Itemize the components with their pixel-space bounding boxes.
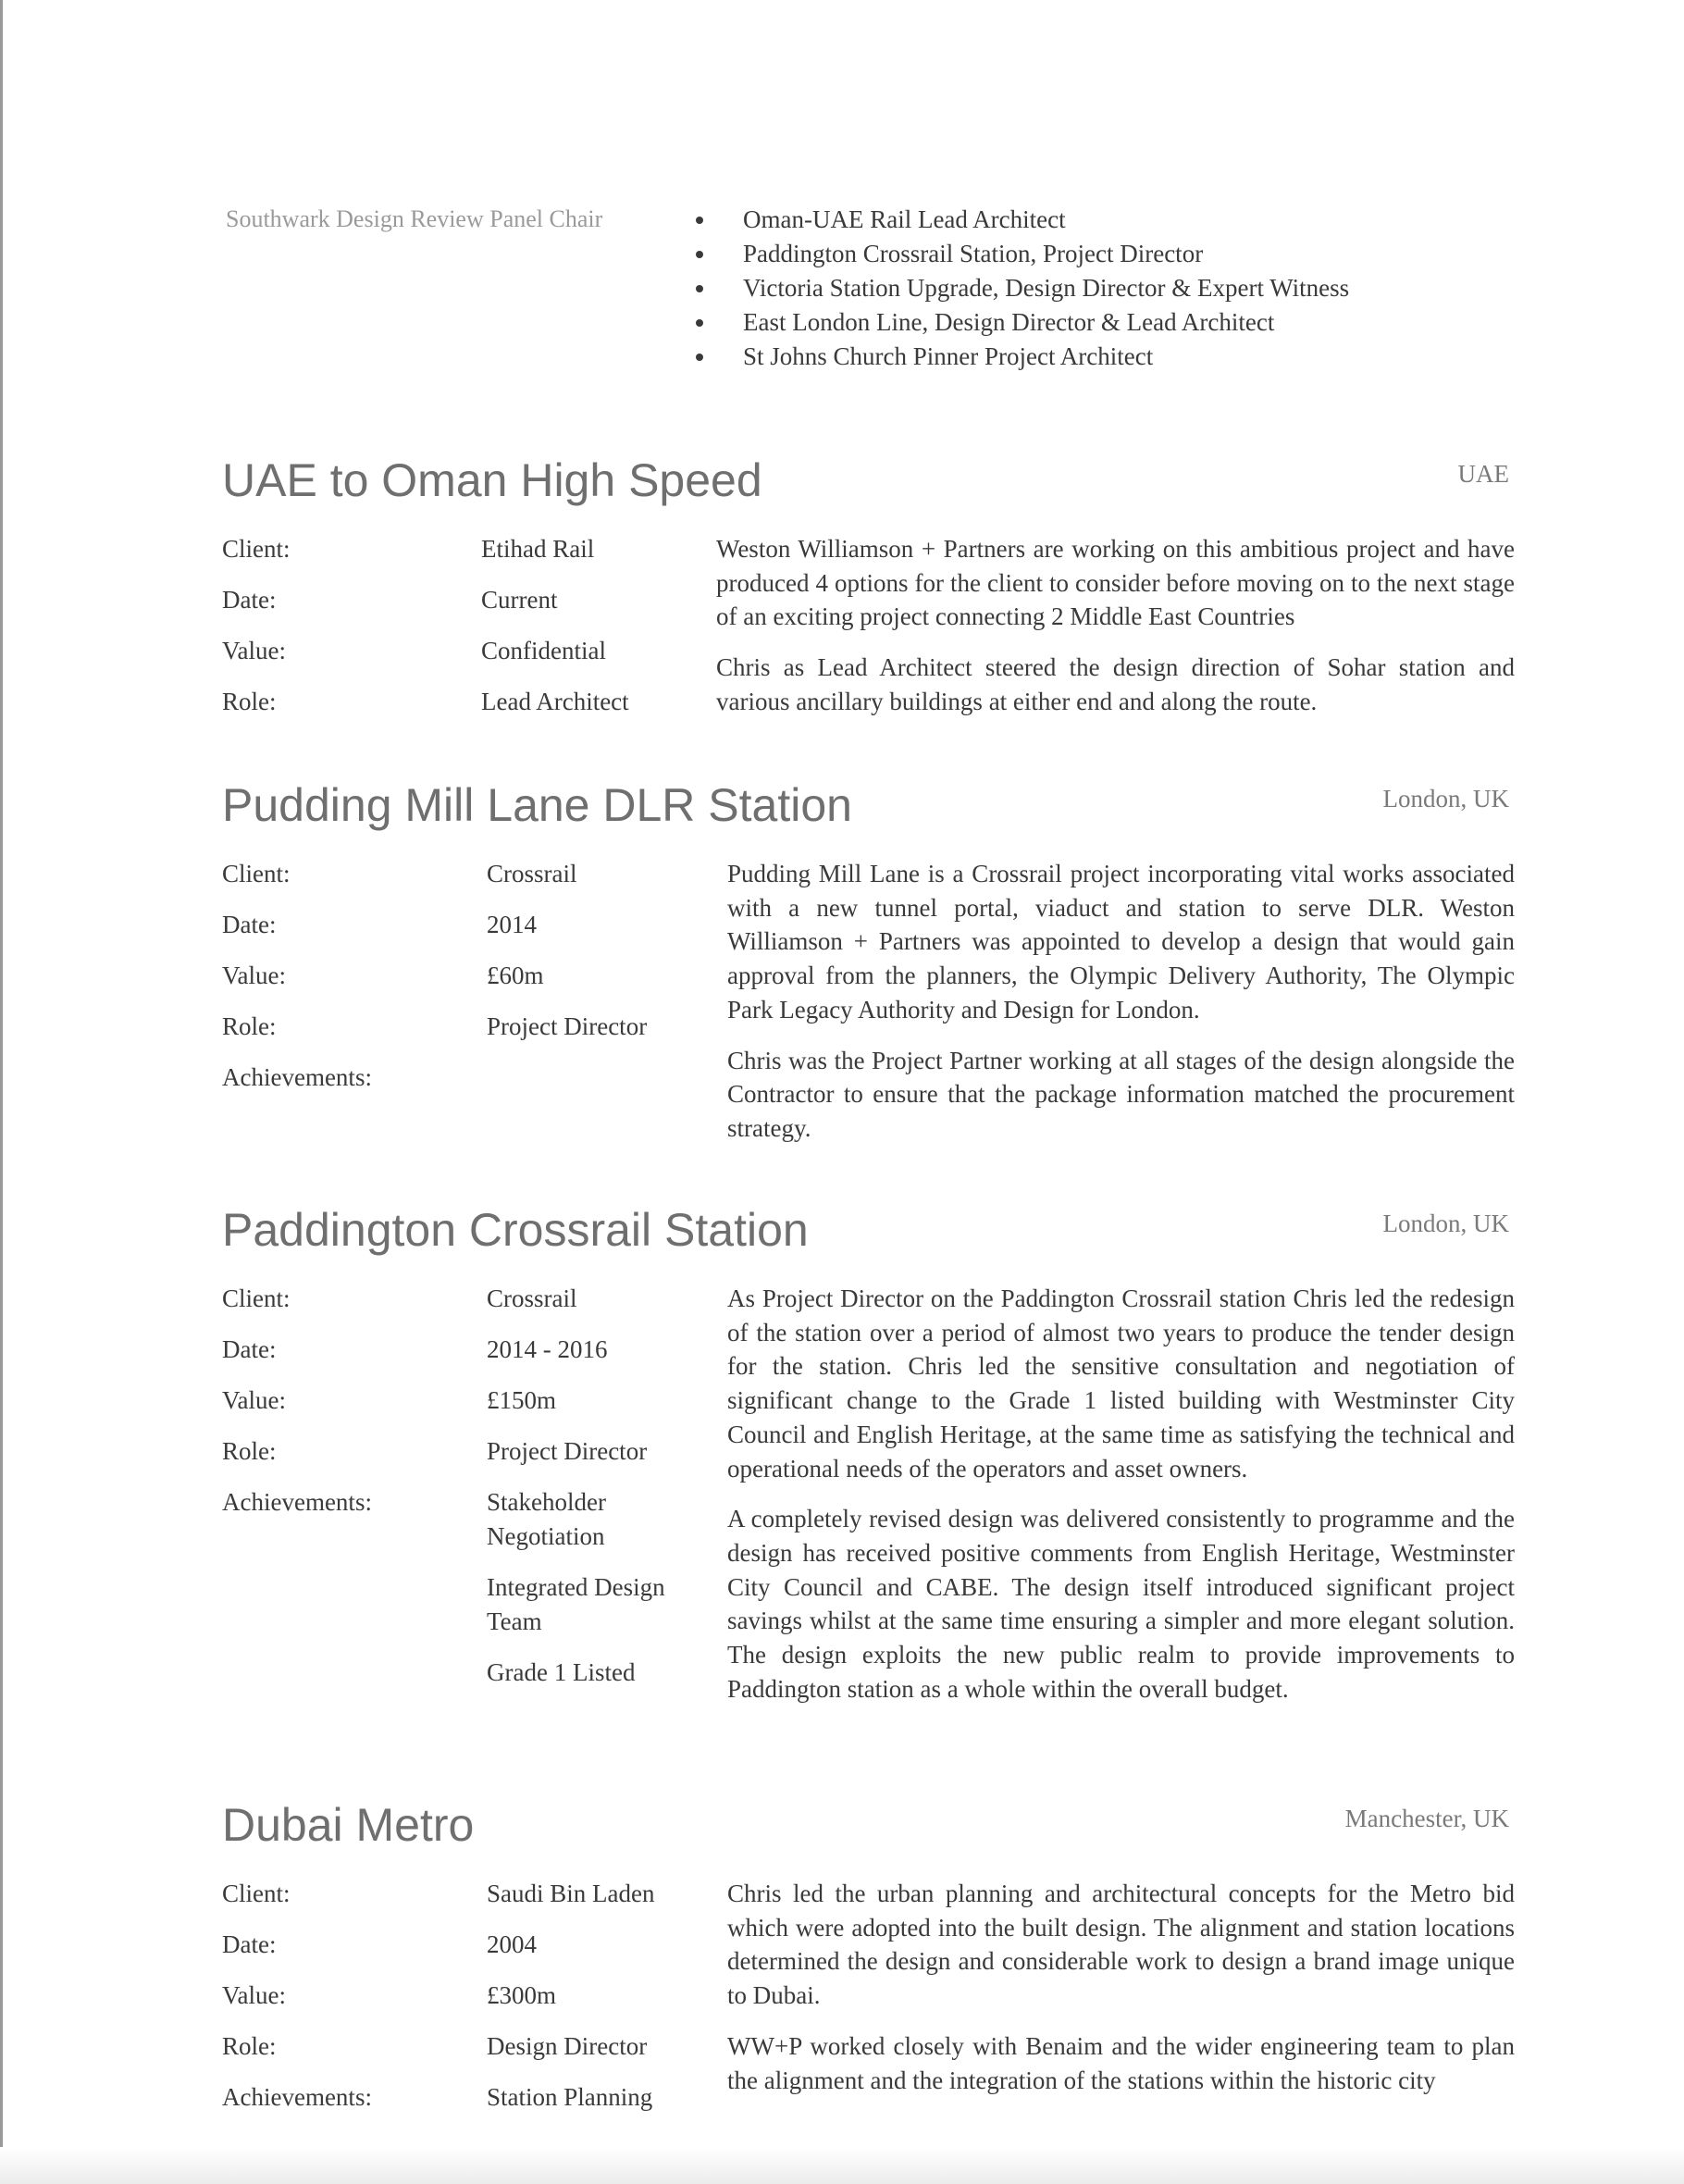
highlight-item	[743, 305, 1349, 340]
highlight-text: Victoria Station Upgrade, Design Director & Expert Witness	[743, 274, 1350, 302]
value-row	[222, 634, 629, 668]
achievement-item: Grade 1 Listed	[487, 1658, 636, 1686]
description-paragraph: Weston Williamson + Partners are working on this ambitious project and have produced 4 options for the client to consider before moving on to the next stage of an exciting project connecting 2 Middle East Countries	[716, 535, 1515, 631]
achievement-item: Station Planning	[487, 2083, 653, 2111]
client-value: Crossrail	[487, 860, 577, 887]
description-paragraph: As Project Director on the Paddington Crossrail station Chris led the redesign of the station over a period of almost two years to produce the tender design for the station. Chris led the sensitive consultation and negotiation of significant change to the Grade 1 listed building with Westminster City Council and English Heritage, at the same time as satisfying the technical and operational needs of the operators and asset owners.	[727, 1284, 1515, 1483]
achievements-label: Achievements:	[222, 1488, 372, 1516]
date-value: 2014 - 2016	[487, 1335, 608, 1363]
bullet-icon	[696, 285, 703, 292]
achievements-value	[487, 1485, 700, 1690]
date-label: Date:	[222, 1930, 277, 1958]
project-location: London, UK	[1382, 785, 1509, 813]
highlight-text: St Johns Church Pinner Project Architect	[743, 342, 1154, 370]
date-label: Date:	[222, 1335, 277, 1363]
date-label: Date:	[222, 911, 277, 938]
client-value: Saudi Bin Laden	[487, 1880, 655, 1907]
client-row	[222, 857, 647, 891]
description-paragraph: Chris was the Project Partner working at all stages of the design alongside the Contractor to ensure that the package information matched the procurement strategy.	[727, 1046, 1515, 1142]
role-label: Role:	[222, 1437, 277, 1465]
highlight-text: Oman-UAE Rail Lead Architect	[743, 205, 1066, 233]
client-label: Client:	[222, 860, 291, 887]
project-meta	[222, 1877, 654, 2131]
client-value: Crossrail	[487, 1284, 577, 1312]
project-title: UAE to Oman High Speed	[222, 454, 762, 506]
role-value: Design Director	[487, 2032, 648, 2060]
project-meta	[222, 857, 647, 1111]
page-bottom-shadow	[0, 2147, 1684, 2184]
project-meta	[222, 1282, 700, 1706]
achievements-label: Achievements:	[222, 1063, 372, 1091]
bullet-icon	[696, 251, 703, 258]
project-title: Paddington Crossrail Station	[222, 1204, 809, 1256]
description-paragraph: Pudding Mill Lane is a Crossrail project incorporating vital works associated with a new tunnel portal, viaduct and station to serve DLR. Weston Williamson + Partners was appointed to develop a design that would gain approval from the planners, the Olympic Delivery Authority, The Olympic Park Legacy Authority and Design for London.	[727, 860, 1515, 1024]
project-title: Dubai Metro	[222, 1799, 475, 1851]
highlight-item	[743, 237, 1349, 271]
achievement-item: Stakeholder Negotiation	[487, 1488, 606, 1550]
page-left-edge	[0, 0, 3, 2184]
achievements-row	[222, 2080, 654, 2115]
value-row	[222, 1979, 654, 2013]
role-value: Lead Architect	[481, 688, 629, 715]
value-row	[222, 959, 647, 993]
client-row	[222, 532, 629, 566]
project-description	[727, 1282, 1515, 1722]
role-value: Project Director	[487, 1437, 648, 1465]
role-row	[222, 685, 629, 719]
bullet-icon	[696, 354, 703, 361]
date-value: 2004	[487, 1930, 537, 1958]
achievement-item: Integrated Design Team	[487, 1573, 665, 1635]
value-row	[222, 1384, 700, 1418]
value-label: Value:	[222, 962, 286, 989]
achievements-label: Achievements:	[222, 2083, 372, 2111]
bullet-icon	[696, 319, 703, 327]
highlight-item	[743, 203, 1349, 237]
role-row	[222, 1010, 647, 1044]
date-label: Date:	[222, 586, 277, 614]
client-row	[222, 1877, 654, 1911]
bullet-icon	[696, 217, 703, 224]
description-paragraph: Chris led the urban planning and architectural concepts for the Metro bid which were adopted into the built design. The alignment and station locations determined the design and considerable work to design a brand image unique to Dubai.	[727, 1880, 1515, 2010]
date-row	[222, 1333, 700, 1367]
date-row	[222, 583, 629, 617]
value-label: Value:	[222, 1386, 286, 1414]
highlight-text: Paddington Crossrail Station, Project Director	[743, 240, 1204, 267]
highlights-list	[743, 203, 1349, 374]
panel-chair-label: Southwark Design Review Panel Chair	[226, 205, 603, 232]
role-row	[222, 2029, 654, 2064]
value-value: Confidential	[481, 637, 606, 664]
date-value: 2014	[487, 911, 537, 938]
value-value: £60m	[487, 962, 544, 989]
achievements-value	[487, 2080, 652, 2115]
client-label: Client:	[222, 1880, 291, 1907]
client-value: Etihad Rail	[481, 535, 595, 563]
description-paragraph: A completely revised design was delivered consistently to programme and the design has received positive comments from English Heritage, Westminster City Council and CABE. The design itself introduced significant project savings whilst at the same time ensuring a simpler and more elegant solution. The design exploits the new public realm to provide improvements to Paddington station as a whole within the overall budget.	[727, 1505, 1515, 1703]
role-label: Role:	[222, 2032, 277, 2060]
client-label: Client:	[222, 535, 291, 563]
project-meta	[222, 532, 629, 736]
client-row	[222, 1282, 700, 1316]
value-value: £300m	[487, 1981, 557, 2009]
project-location: Manchester, UK	[1344, 1805, 1509, 1832]
role-label: Role:	[222, 688, 277, 715]
highlight-text: East London Line, Design Director & Lead Architect	[743, 308, 1275, 336]
project-description	[716, 532, 1515, 736]
description-paragraph: Chris as Lead Architect steered the design direction of Sohar station and various ancillary buildings at either end and along the route.	[716, 653, 1515, 715]
project-location: UAE	[1457, 460, 1509, 488]
project-description	[727, 857, 1515, 1162]
value-label: Value:	[222, 1981, 286, 2009]
value-value: £150m	[487, 1386, 557, 1414]
date-row	[222, 908, 647, 942]
value-label: Value:	[222, 637, 286, 664]
project-title: Pudding Mill Lane DLR Station	[222, 779, 852, 831]
achievements-row	[222, 1061, 647, 1095]
achievements-row	[222, 1485, 700, 1690]
role-row	[222, 1434, 700, 1469]
client-label: Client:	[222, 1284, 291, 1312]
description-paragraph: WW+P worked closely with Benaim and the wider engineering team to plan the alignment and the integration of the stations within the historic city	[727, 2031, 1515, 2094]
role-value: Project Director	[487, 1012, 648, 1040]
project-description	[727, 1877, 1515, 2114]
project-location: London, UK	[1382, 1210, 1509, 1237]
highlight-item	[743, 271, 1349, 305]
role-label: Role:	[222, 1012, 277, 1040]
date-value: Current	[481, 586, 558, 614]
highlight-item	[743, 340, 1349, 374]
date-row	[222, 1928, 654, 1962]
